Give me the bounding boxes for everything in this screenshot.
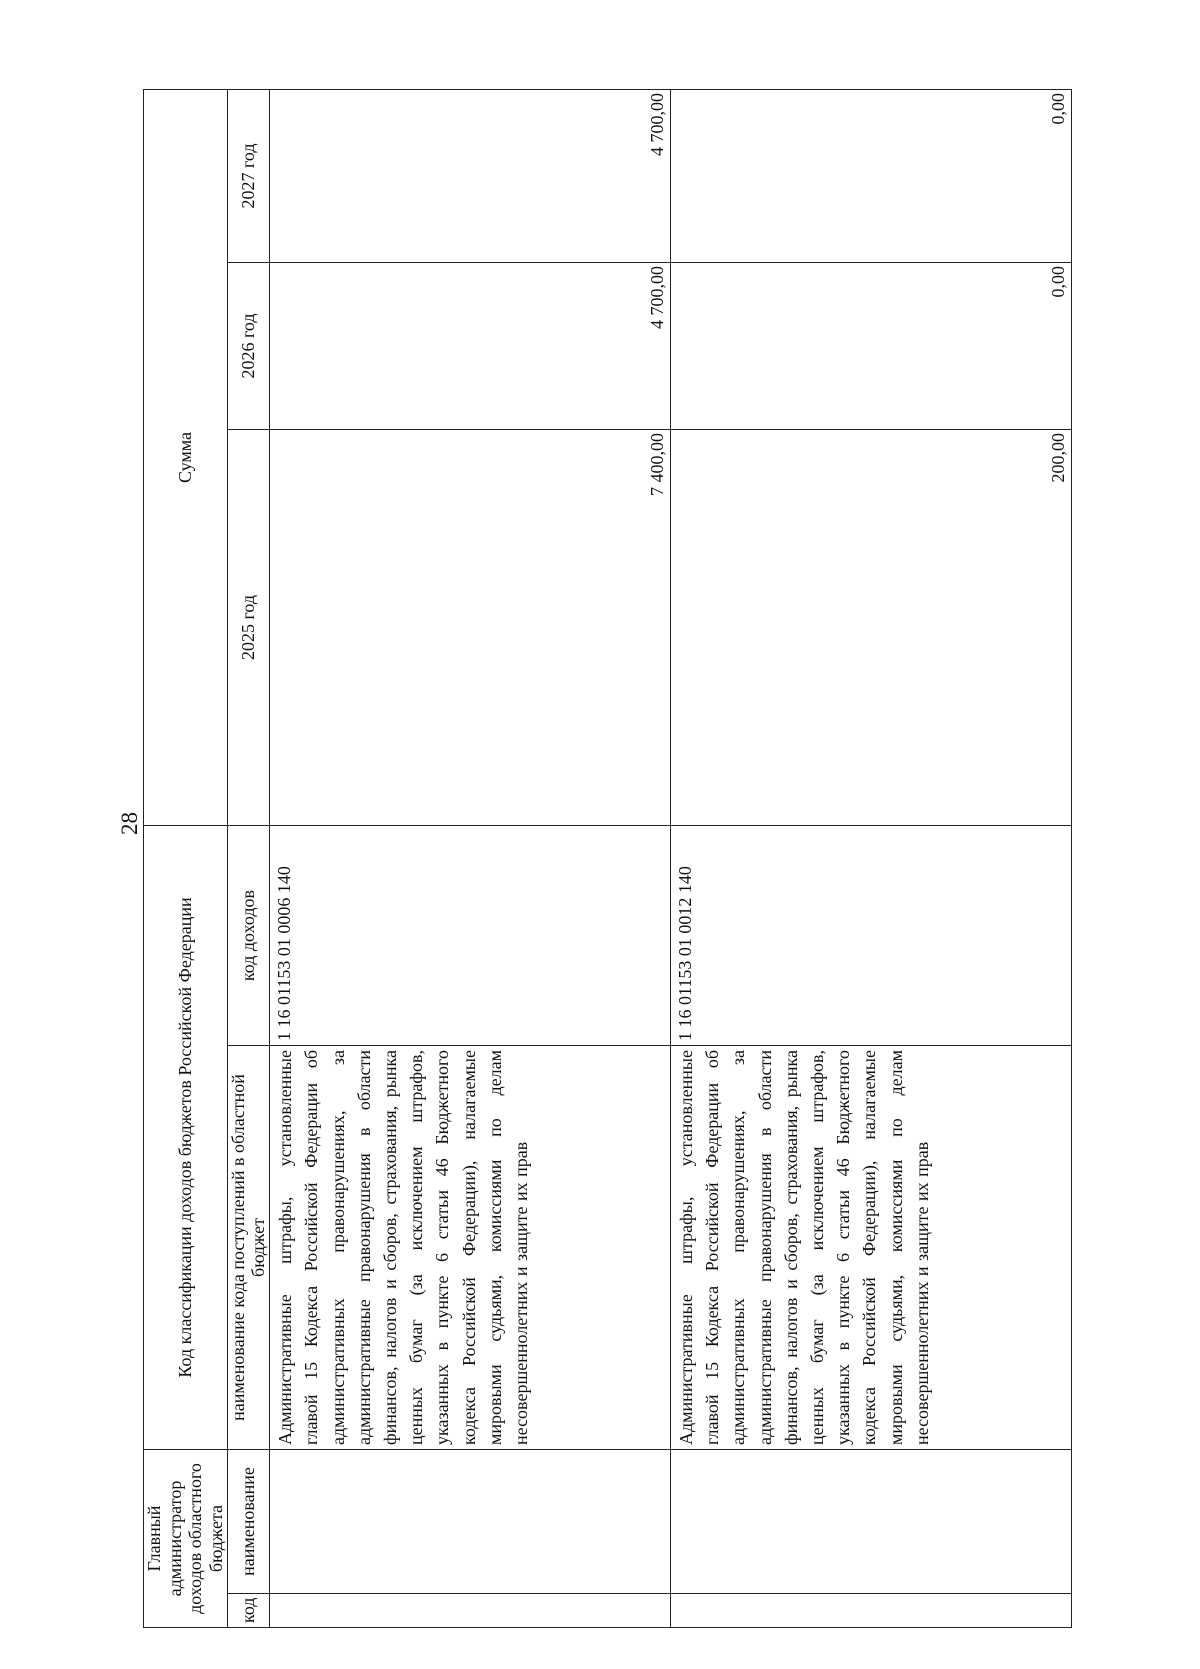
sum-2026-cell: 4 700,00 [270, 263, 671, 430]
header-name: наименование [227, 1450, 269, 1594]
income-name-cell: Административные штрафы, установленные главой 15 Кодекса Российской Федерации об административных правонарушениях, за административные правонарушения в области финансов, налогов и сборов, страхования, рынка ценных бумаг (за исключением штрафов, указанных в пункте 6 статьи 46 Бюджетного кодекса Российской Федерации), налагаемые мировыми судьями, комиссиями по делам несовершеннолетних и защите их прав [671, 1046, 1072, 1450]
income-code-cell: 1 16 01153 01 0012 140 [671, 826, 1072, 1046]
header-2026: 2026 год [227, 263, 269, 430]
page-number: 28 [117, 812, 142, 835]
table-row [270, 89, 671, 1627]
income-classification-table [143, 89, 1072, 1628]
header-income-name: наименование кода поступлений в областной бюджет [227, 1046, 269, 1450]
income-code-cell: 1 16 01153 01 0006 140 [270, 826, 671, 1046]
sum-2027-cell: 0,00 [671, 89, 1072, 262]
admin-name-cell [270, 1450, 671, 1594]
header-income-code: код доходов [227, 826, 269, 1046]
income-name-cell: Административные штрафы, установленные главой 15 Кодекса Российской Федерации об административных правонарушениях, за административные правонарушения в области финансов, налогов и сборов, страхования, рынка ценных бумаг (за исключением штрафов, указанных в пункте 6 статьи 46 Бюджетного кодекса Российской Федерации), налагаемые мировыми судьями, комиссиями по делам несовершеннолетних и защите их прав [270, 1046, 671, 1450]
sum-2025-cell: 200,00 [671, 430, 1072, 826]
header-code: код [227, 1594, 269, 1628]
header-admin-group: Главный администратор доходов областного бюджета [144, 1450, 228, 1628]
header-sum-group: Сумма [144, 89, 228, 825]
rotated-table-container [143, 90, 1072, 1628]
header-classification-group: Код классификации доходов бюджетов Российской Федерации [144, 826, 228, 1450]
sum-2026-cell: 0,00 [671, 263, 1072, 430]
header-2025: 2025 год [227, 430, 269, 826]
admin-name-cell [671, 1450, 1072, 1594]
table-row [671, 89, 1072, 1627]
sum-2027-cell: 4 700,00 [270, 89, 671, 262]
header-2027: 2027 год [227, 89, 269, 262]
admin-code-cell [671, 1594, 1072, 1628]
sum-2025-cell: 7 400,00 [270, 430, 671, 826]
admin-code-cell [270, 1594, 671, 1628]
